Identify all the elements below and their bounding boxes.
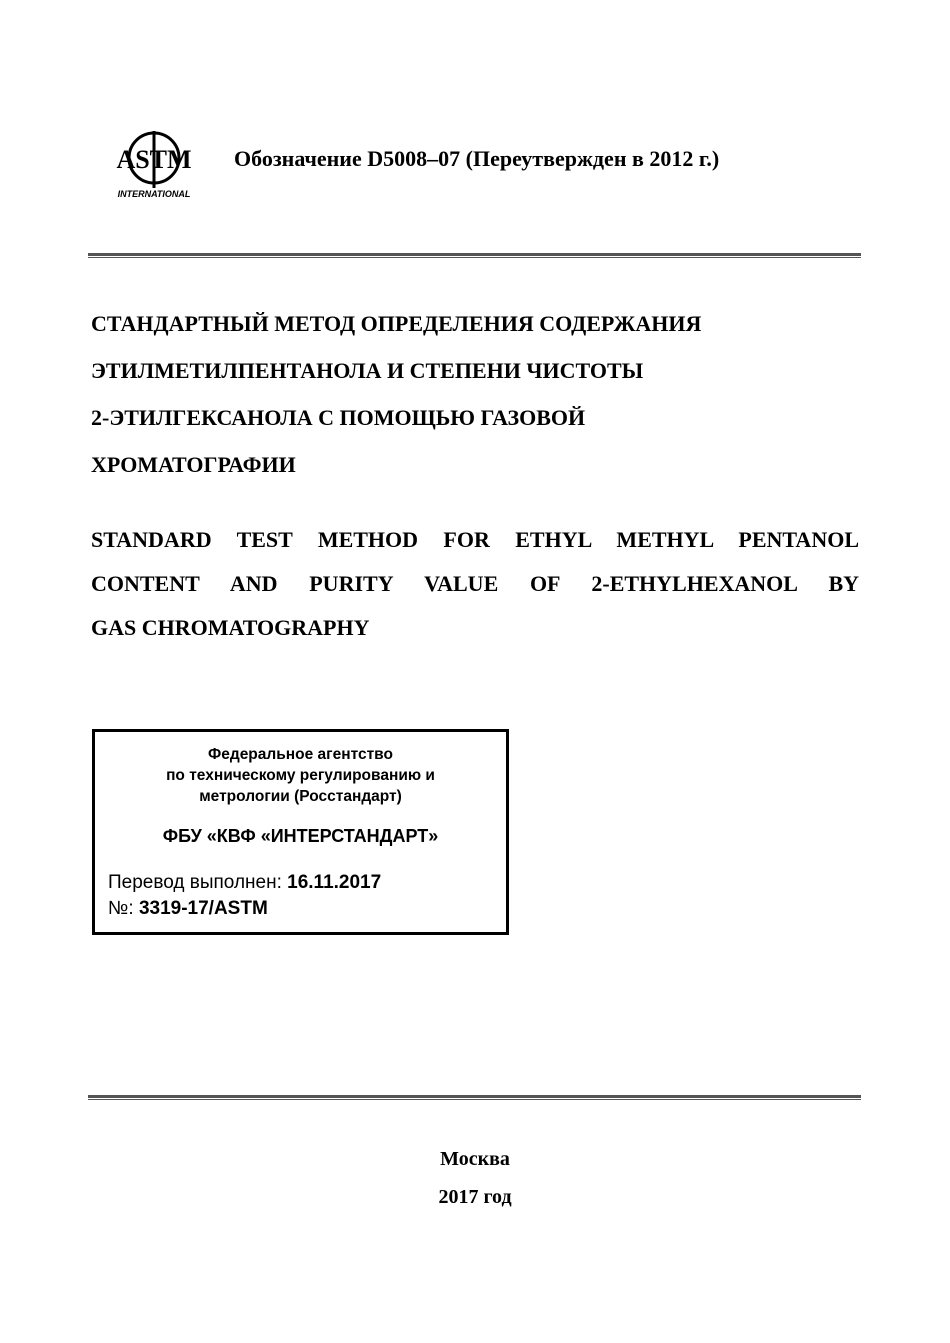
stamp-number-value: 3319-17/ASTM — [138, 898, 268, 919]
stamp-agency — [95, 744, 506, 807]
stamp-translated-label: Перевод выполнен: — [108, 872, 288, 893]
publication-city: Москва — [440, 1148, 510, 1170]
title-ru-line: ХРОМАТОГРАФИИ — [91, 452, 296, 477]
stamp-agency-line: по техническому регулированию и — [166, 767, 435, 784]
title-english — [91, 518, 859, 650]
astm-logo — [108, 126, 200, 202]
title-en-line: STANDARD TEST METHOD FOR ETHYL METHYL PENTANOL — [91, 527, 859, 552]
stamp-translation-date-row — [108, 872, 381, 894]
document-designation: Обозначение D5008–07 (Переутвержден в 2012 г.) — [234, 146, 720, 171]
stamp-number-row — [108, 898, 268, 920]
bottom-divider — [88, 1095, 861, 1100]
title-russian — [91, 300, 861, 488]
stamp-organization: ФБУ «КВФ «ИНТЕРСТАНДАРТ» — [162, 826, 439, 846]
stamp-translated-date: 16.11.2017 — [287, 872, 382, 893]
logo-main-text: ASTM — [116, 145, 192, 174]
title-ru-line: ЭТИЛМЕТИЛПЕНТАНОЛА И СТЕПЕНИ ЧИСТОТЫ — [91, 358, 644, 383]
title-ru-line: СТАНДАРТНЫЙ МЕТОД ОПРЕДЕЛЕНИЯ СОДЕРЖАНИЯ — [91, 311, 702, 336]
publication-year: 2017 год — [438, 1186, 512, 1208]
title-en-line: GAS CHROMATOGRAPHY — [91, 615, 370, 640]
title-ru-line: 2-ЭТИЛГЕКСАНОЛА С ПОМОЩЬЮ ГАЗОВОЙ — [91, 405, 586, 430]
top-divider — [88, 253, 861, 258]
translation-stamp — [92, 729, 509, 935]
logo-sub-text: INTERNATIONAL — [117, 189, 191, 199]
stamp-agency-line: метрологии (Росстандарт) — [199, 788, 402, 805]
stamp-number-label: №: — [108, 898, 139, 919]
title-en-line: CONTENT AND PURITY VALUE OF 2-ETHYLHEXANOL BY — [91, 571, 859, 596]
stamp-agency-line: Федеральное агентство — [208, 746, 393, 763]
